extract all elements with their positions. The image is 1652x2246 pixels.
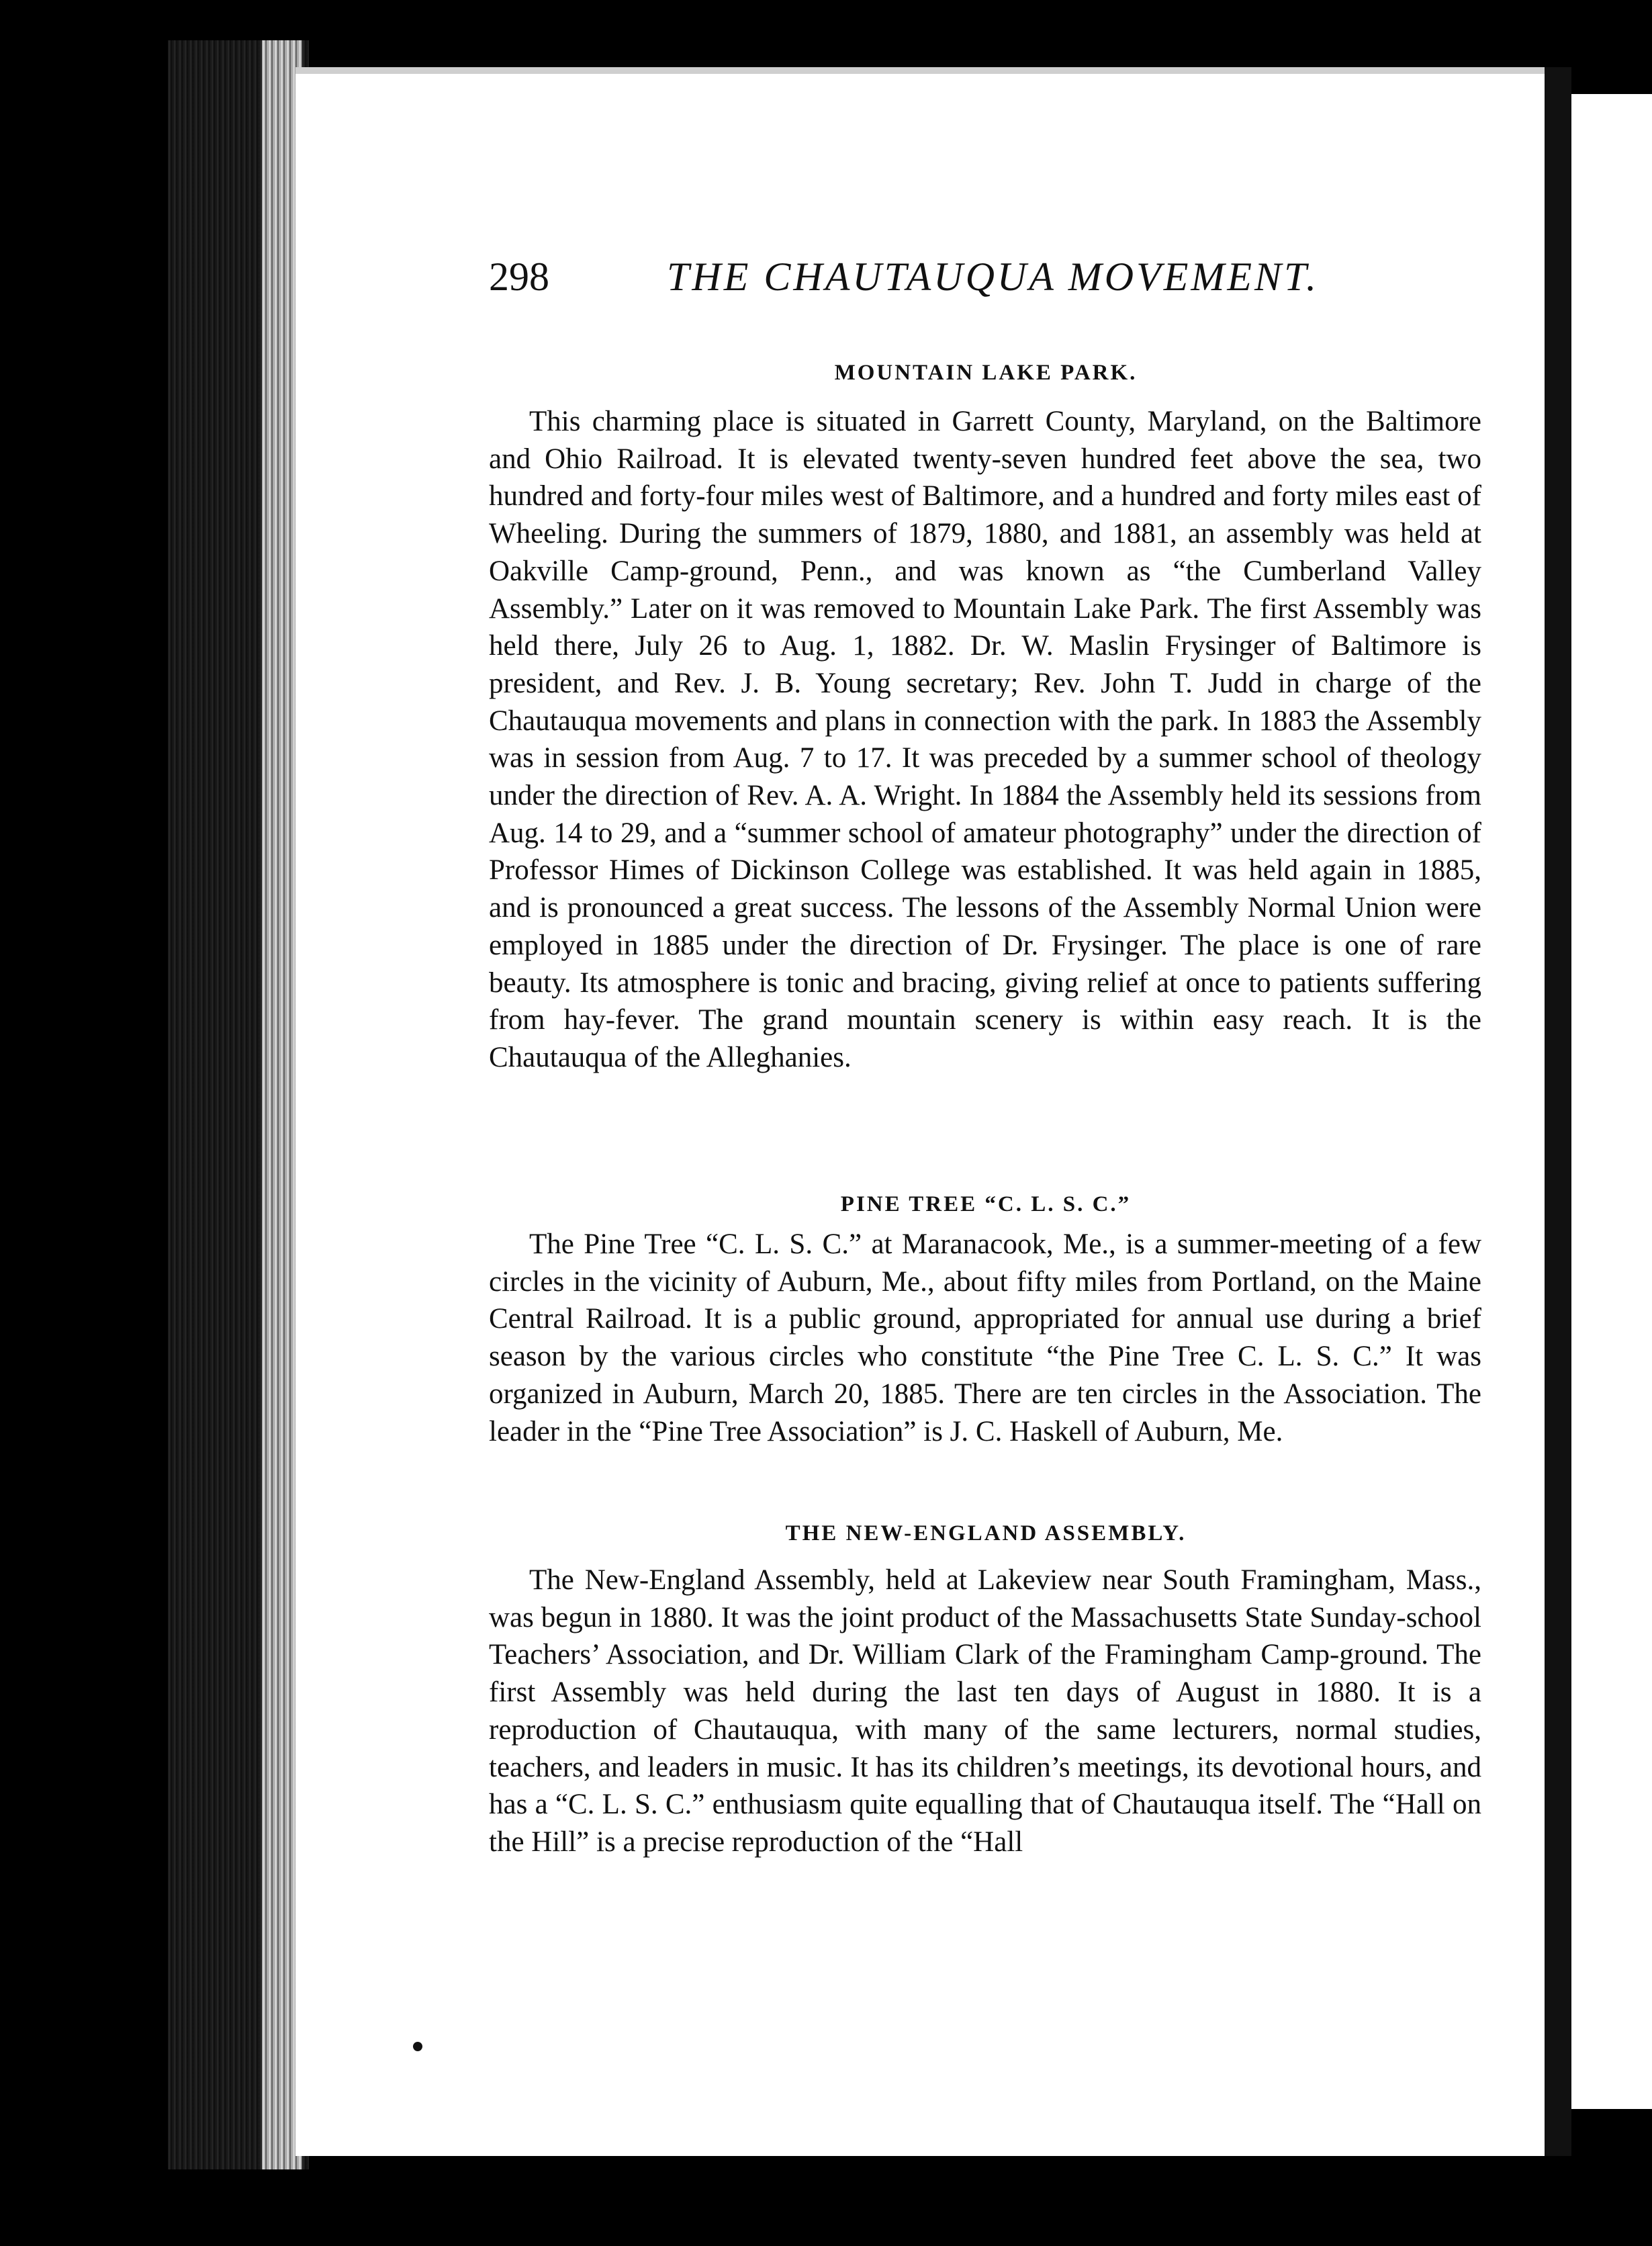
ink-speck xyxy=(413,2042,422,2051)
running-title: THE CHAUTAUQUA MOVEMENT. xyxy=(667,255,1319,299)
paragraph: This charming place is situated in Garrett County, Maryland, on the Baltimore and Ohio Railroad. It is elevated twenty-seven hundred feet above the sea, two hundred and forty-four miles west of Baltimore, and a hundred and forty miles east of Wheeling. During the summers of 1879, 1880, and 1881, an assembly was held at Oakville Camp-ground, Penn., and was known as “the Cumberland Valley Assembly.” Later on it was removed to Mountain Lake Park. The first Assembly was held there, July 26 to Aug. 1, 1882. Dr. W. Maslin Frysinger of Baltimore is president, and Rev. J. B. Young secretary; Rev. John T. Judd in charge of the Chautauqua movements and plans in connection with the park. In 1883 the Assembly was in session from Aug. 7 to 17. It was preceded by a summer school of theology under the direction of Rev. A. A. Wright. In 1884 the Assembly held its sessions from Aug. 14 to 29, and a “summer school of amateur photography” under the direction of Professor Himes of Dickinson College was established. It was held again in 1885, and is pronounced a great success. The lessons of the Assembly Normal Union were employed in 1885 under the direction of Dr. Frysinger. The place is one of rare beauty. Its atmosphere is tonic and bracing, giving relief at once to patients suffering from hay-fever. The grand mountain scenery is within easy reach. It is the Chautauqua of the Alleghanies. xyxy=(489,406,1481,1073)
section-text-new-england-assembly xyxy=(489,1562,1481,1861)
gutter-shadow xyxy=(1545,67,1571,2156)
section-heading-new-england-assembly: THE NEW-ENGLAND ASSEMBLY. xyxy=(785,1521,1187,1545)
paragraph: The New-England Assembly, held at Lakeview near South Framingham, Mass., was begun in 1880. It was the joint product of the Massachusetts State Sunday-school Teachers’ Association, and Dr. William Clark of the Framingham Camp-ground. The first Assembly was held during the last ten days of August in 1880. It is a reproduction of Chautauqua, with many of the same lecturers, normal studies, teachers, and leaders in music. It has its children’s meetings, its devotional hours, and has a “C. L. S. C.” enthusiasm quite equalling that of Chautauqua itself. The “Hall on the Hill” is a precise reproduction of the “Hall xyxy=(489,1564,1481,1858)
section-text-pine-tree xyxy=(489,1226,1481,1450)
section-text-mountain-lake-park xyxy=(489,403,1481,1077)
paragraph: The Pine Tree “C. L. S. C.” at Maranacook, Me., is a summer-meeting of a few circles in the vicinity of Auburn, Me., about fifty miles from Portland, on the Maine Central Railroad. It is a public ground, appropriated for annual use during a brief season by the various circles who constitute “the Pine Tree C. L. S. C.” It was organized in Auburn, March 20, 1885. There are ten circles in the Association. The leader in the “Pine Tree Association” is J. C. Haskell of Auburn, Me. xyxy=(489,1228,1481,1447)
running-head xyxy=(489,254,1328,308)
page-number: 298 xyxy=(489,255,549,299)
section-heading-pine-tree: PINE TREE “C. L. S. C.” xyxy=(840,1192,1132,1216)
facing-page-edge xyxy=(1571,94,1652,2109)
section-heading-mountain-lake-park: MOUNTAIN LAKE PARK. xyxy=(834,361,1138,385)
